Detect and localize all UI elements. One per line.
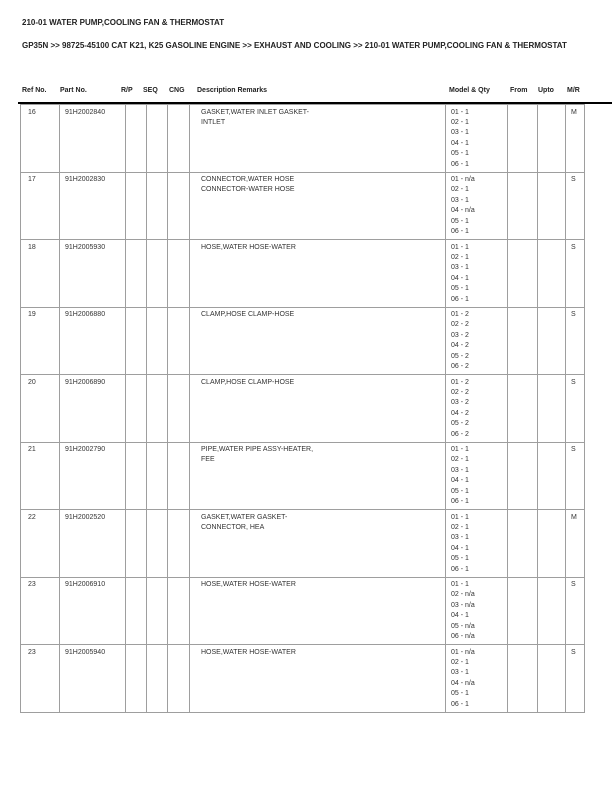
cell-mr: S xyxy=(566,577,585,645)
cell-part-no: 91H2006890 xyxy=(60,375,126,443)
cell-part-no: 91H2002840 xyxy=(60,105,126,173)
cell-cng xyxy=(168,172,190,240)
column-header-part-no: Part No. xyxy=(60,87,87,94)
cell-rp xyxy=(126,510,147,578)
cell-part-no: 91H2005930 xyxy=(60,240,126,308)
cell-upto xyxy=(538,442,566,510)
table-row xyxy=(21,307,585,375)
cell-mr: S xyxy=(566,240,585,308)
cell-part-no: 91H2005940 xyxy=(60,645,126,713)
column-header-mr: M/R xyxy=(567,87,580,94)
cell-description: GASKET,WATER INLET GASKET- INTLET xyxy=(190,105,446,173)
cell-ref-no: 16 xyxy=(21,105,60,173)
cell-model-qty: 01 - 2 02 - 2 03 - 2 04 - 2 05 - 2 06 - 2 xyxy=(446,375,508,443)
cell-mr: S xyxy=(566,307,585,375)
cell-upto xyxy=(538,307,566,375)
cell-cng xyxy=(168,442,190,510)
cell-from xyxy=(508,307,538,375)
cell-rp xyxy=(126,577,147,645)
cell-rp xyxy=(126,240,147,308)
cell-mr: S xyxy=(566,442,585,510)
cell-model-qty: 01 - 1 02 - 1 03 - 1 04 - 1 05 - 1 06 - 1 xyxy=(446,105,508,173)
cell-cng xyxy=(168,105,190,173)
cell-ref-no: 23 xyxy=(21,645,60,713)
cell-seq xyxy=(147,375,168,443)
cell-cng xyxy=(168,577,190,645)
parts-table-body xyxy=(21,105,585,713)
cell-from xyxy=(508,442,538,510)
cell-ref-no: 22 xyxy=(21,510,60,578)
cell-rp xyxy=(126,442,147,510)
cell-seq xyxy=(147,442,168,510)
cell-mr: S xyxy=(566,375,585,443)
cell-part-no: 91H2002790 xyxy=(60,442,126,510)
column-header-upto: Upto xyxy=(538,87,554,94)
column-header-rp: R/P xyxy=(121,87,133,94)
cell-model-qty: 01 - 1 02 - 1 03 - 1 04 - 1 05 - 1 06 - 1 xyxy=(446,240,508,308)
table-row xyxy=(21,375,585,443)
cell-upto xyxy=(538,510,566,578)
table-row xyxy=(21,645,585,713)
cell-description: HOSE,WATER HOSE-WATER xyxy=(190,577,446,645)
table-row xyxy=(21,172,585,240)
table-row xyxy=(21,105,585,173)
column-header-cng: CNG xyxy=(169,87,185,94)
column-header-model-qty: Model & Qty xyxy=(449,87,490,94)
cell-model-qty: 01 - n/a 02 - 1 03 - 1 04 - n/a 05 - 1 06 - 1 xyxy=(446,172,508,240)
column-header-ref-no: Ref No. xyxy=(22,87,47,94)
cell-upto xyxy=(538,577,566,645)
cell-description: HOSE,WATER HOSE-WATER xyxy=(190,240,446,308)
cell-upto xyxy=(538,645,566,713)
cell-ref-no: 20 xyxy=(21,375,60,443)
cell-ref-no: 18 xyxy=(21,240,60,308)
breadcrumb: GP35N >> 98725-45100 CAT K21, K25 GASOLINE ENGINE >> EXHAUST AND COOLING >> 210-01 WATER PUMP,COOLING FAN & THERMOSTAT xyxy=(22,41,567,50)
cell-upto xyxy=(538,375,566,443)
cell-part-no: 91H2002520 xyxy=(60,510,126,578)
cell-description: PIPE,WATER PIPE ASSY-HEATER, FEE xyxy=(190,442,446,510)
page-title: 210-01 WATER PUMP,COOLING FAN & THERMOSTAT xyxy=(22,18,225,27)
column-header-description: Description Remarks xyxy=(197,87,268,94)
cell-part-no: 91H2006880 xyxy=(60,307,126,375)
cell-from xyxy=(508,105,538,173)
cell-rp xyxy=(126,645,147,713)
cell-description: CLAMP,HOSE CLAMP-HOSE xyxy=(190,375,446,443)
cell-mr: S xyxy=(566,172,585,240)
cell-rp xyxy=(126,307,147,375)
cell-seq xyxy=(147,645,168,713)
cell-from xyxy=(508,375,538,443)
cell-mr: M xyxy=(566,105,585,173)
table-row xyxy=(21,510,585,578)
cell-upto xyxy=(538,105,566,173)
cell-model-qty: 01 - 1 02 - n/a 03 - n/a 04 - 1 05 - n/a 06 - n/a xyxy=(446,577,508,645)
cell-description: HOSE,WATER HOSE-WATER xyxy=(190,645,446,713)
cell-mr: M xyxy=(566,510,585,578)
cell-seq xyxy=(147,307,168,375)
cell-model-qty: 01 - n/a 02 - 1 03 - 1 04 - n/a 05 - 1 06 - 1 xyxy=(446,645,508,713)
table-row xyxy=(21,240,585,308)
cell-mr: S xyxy=(566,645,585,713)
cell-rp xyxy=(126,375,147,443)
cell-part-no: 91H2006910 xyxy=(60,577,126,645)
cell-rp xyxy=(126,105,147,173)
cell-from xyxy=(508,240,538,308)
cell-seq xyxy=(147,510,168,578)
cell-cng xyxy=(168,307,190,375)
cell-upto xyxy=(538,172,566,240)
cell-cng xyxy=(168,510,190,578)
cell-ref-no: 23 xyxy=(21,577,60,645)
cell-from xyxy=(508,510,538,578)
cell-cng xyxy=(168,375,190,443)
cell-from xyxy=(508,172,538,240)
cell-description: CLAMP,HOSE CLAMP-HOSE xyxy=(190,307,446,375)
table-row xyxy=(21,577,585,645)
cell-ref-no: 21 xyxy=(21,442,60,510)
cell-upto xyxy=(538,240,566,308)
cell-from xyxy=(508,577,538,645)
cell-ref-no: 19 xyxy=(21,307,60,375)
table-header xyxy=(0,86,612,98)
cell-description: CONNECTOR,WATER HOSE CONNECTOR-WATER HOSE xyxy=(190,172,446,240)
cell-seq xyxy=(147,240,168,308)
cell-seq xyxy=(147,577,168,645)
cell-model-qty: 01 - 2 02 - 2 03 - 2 04 - 2 05 - 2 06 - 2 xyxy=(446,307,508,375)
table-row xyxy=(21,442,585,510)
cell-rp xyxy=(126,172,147,240)
cell-cng xyxy=(168,645,190,713)
cell-description: GASKET,WATER GASKET- CONNECTOR, HEA xyxy=(190,510,446,578)
cell-from xyxy=(508,645,538,713)
cell-cng xyxy=(168,240,190,308)
cell-model-qty: 01 - 1 02 - 1 03 - 1 04 - 1 05 - 1 06 - 1 xyxy=(446,510,508,578)
parts-table xyxy=(20,104,585,713)
cell-seq xyxy=(147,172,168,240)
cell-model-qty: 01 - 1 02 - 1 03 - 1 04 - 1 05 - 1 06 - 1 xyxy=(446,442,508,510)
cell-ref-no: 17 xyxy=(21,172,60,240)
cell-part-no: 91H2002830 xyxy=(60,172,126,240)
column-header-from: From xyxy=(510,87,528,94)
column-header-seq: SEQ xyxy=(143,87,158,94)
cell-seq xyxy=(147,105,168,173)
